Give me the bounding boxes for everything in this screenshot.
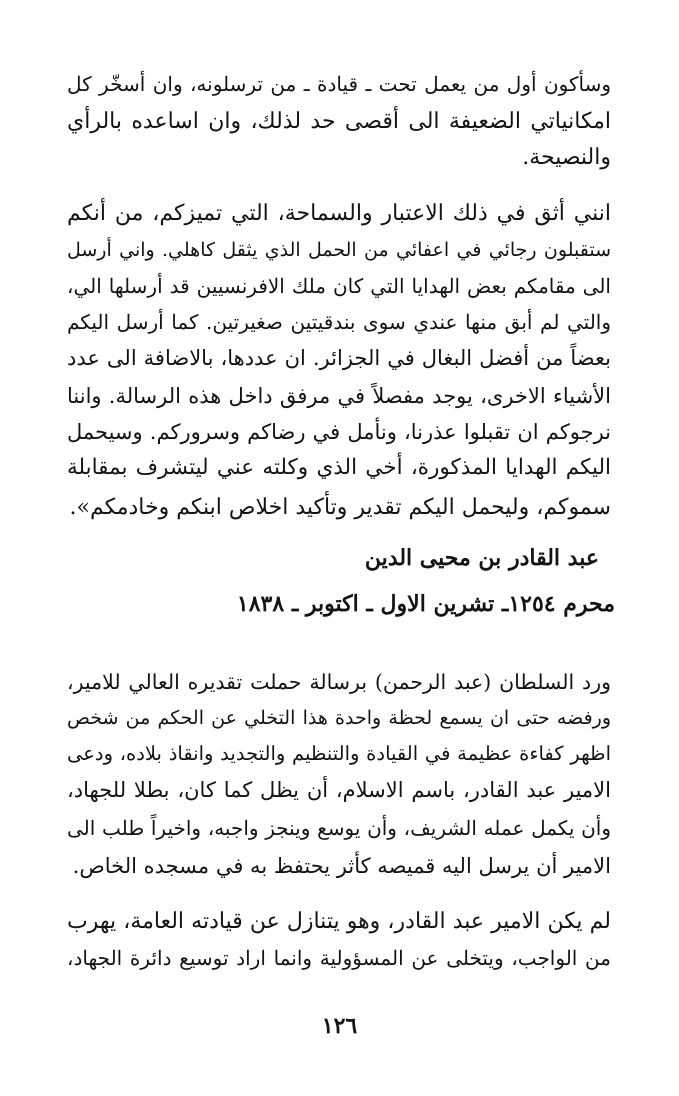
paragraph-2-line: بعضاً من أفضل البغال في الجزائر. ان عددها، بالاضافة الى عدد (67, 346, 611, 370)
paragraph-2-line: نرجوكم ان تقبلوا عذرنا، ونأمل في رضاكم وسروركم. وسيحمل (67, 420, 611, 444)
paragraph-1-line: وسأكون أول من يعمل تحت ـ قيادة ـ من ترسلونه، وان أسخّر كل (67, 72, 611, 96)
paragraph-3-line: الامير أن يرسل اليه قميصه كأثر يحتفظ به في مسجده الخاص. (72, 854, 611, 878)
paragraph-2-line: ستقبلون رجائي في اعفائي من الحمل الذي يثقل كاهلي. واني أرسل (67, 239, 611, 261)
paragraph-3-line: وأن يكمل عمله الشريف، وأن يوسع وينجز واجبه، واخيراً طلب الى (67, 816, 611, 840)
paragraph-2-line: انني أثق في ذلك الاعتبار والسماحة، التي تميزكم، من أنكم (67, 201, 611, 226)
paragraph-1-line: امكانياتي الضعيفة الى أقصى حد لذلك، وان اساعده بالرأي (67, 109, 611, 134)
page-number: ١٢٦ (321, 1013, 358, 1039)
paragraph-4-line: من الواجب، ويتخلى عن المسؤولية وانما اراد توسيع دائرة الجهاد، (67, 946, 611, 970)
paragraph-1-line: والنصيحة. (522, 145, 611, 170)
paragraph-3-line: ورفضه حتى ان يسمع لحظة واحدة هذا التخلي عن الحكم من شخص (67, 707, 611, 729)
paragraph-3-line: اظهر كفاءة عظيمة في القيادة والتنظيم والتجديد وانقاذ بلاده، ودعى (67, 742, 611, 765)
paragraph-2-line: والتي لم أبق منها عندي سوى بندقيتين صغيرتين. كما أرسل اليكم (67, 310, 611, 334)
signature-date: محرم ١٢٥٤ـ تشرين الاول ـ اكتوبر ـ ١٨٣٨ (236, 591, 615, 617)
paragraph-3-line: ورد السلطان (عبد الرحمن) برسالة حملت تقديره العالي للامير، (67, 670, 611, 694)
paragraph-3-line: الامير عبد القادر، باسم الاسلام، أن يظل كما كان، بطلا للجهاد، (67, 778, 611, 802)
paragraph-2-line: اليكم الهدايا المذكورة، أخي الذي وكلته عني ليتشرف بمقابلة (67, 455, 611, 480)
paragraph-2-line: سموكم، وليحمل اليكم تقدير وتأكيد اخلاص ابنكم وخادمكم». (69, 495, 611, 520)
paragraph-4-line: لم يكن الامير عبد القادر، وهو يتنازل عن قيادته العامة، يهرب (67, 909, 611, 934)
paragraph-2-line: الأشياء الاخرى، يوجد مفصلاً في مرفق داخل هذه الرسالة. واننا (67, 384, 611, 408)
signature-name: عبد القادر بن محيى الدين (364, 545, 599, 571)
paragraph-2-line: الى مقامكم بعض الهدايا التي كان ملك الافرنسيين قد أرسلها الي، (67, 274, 611, 298)
